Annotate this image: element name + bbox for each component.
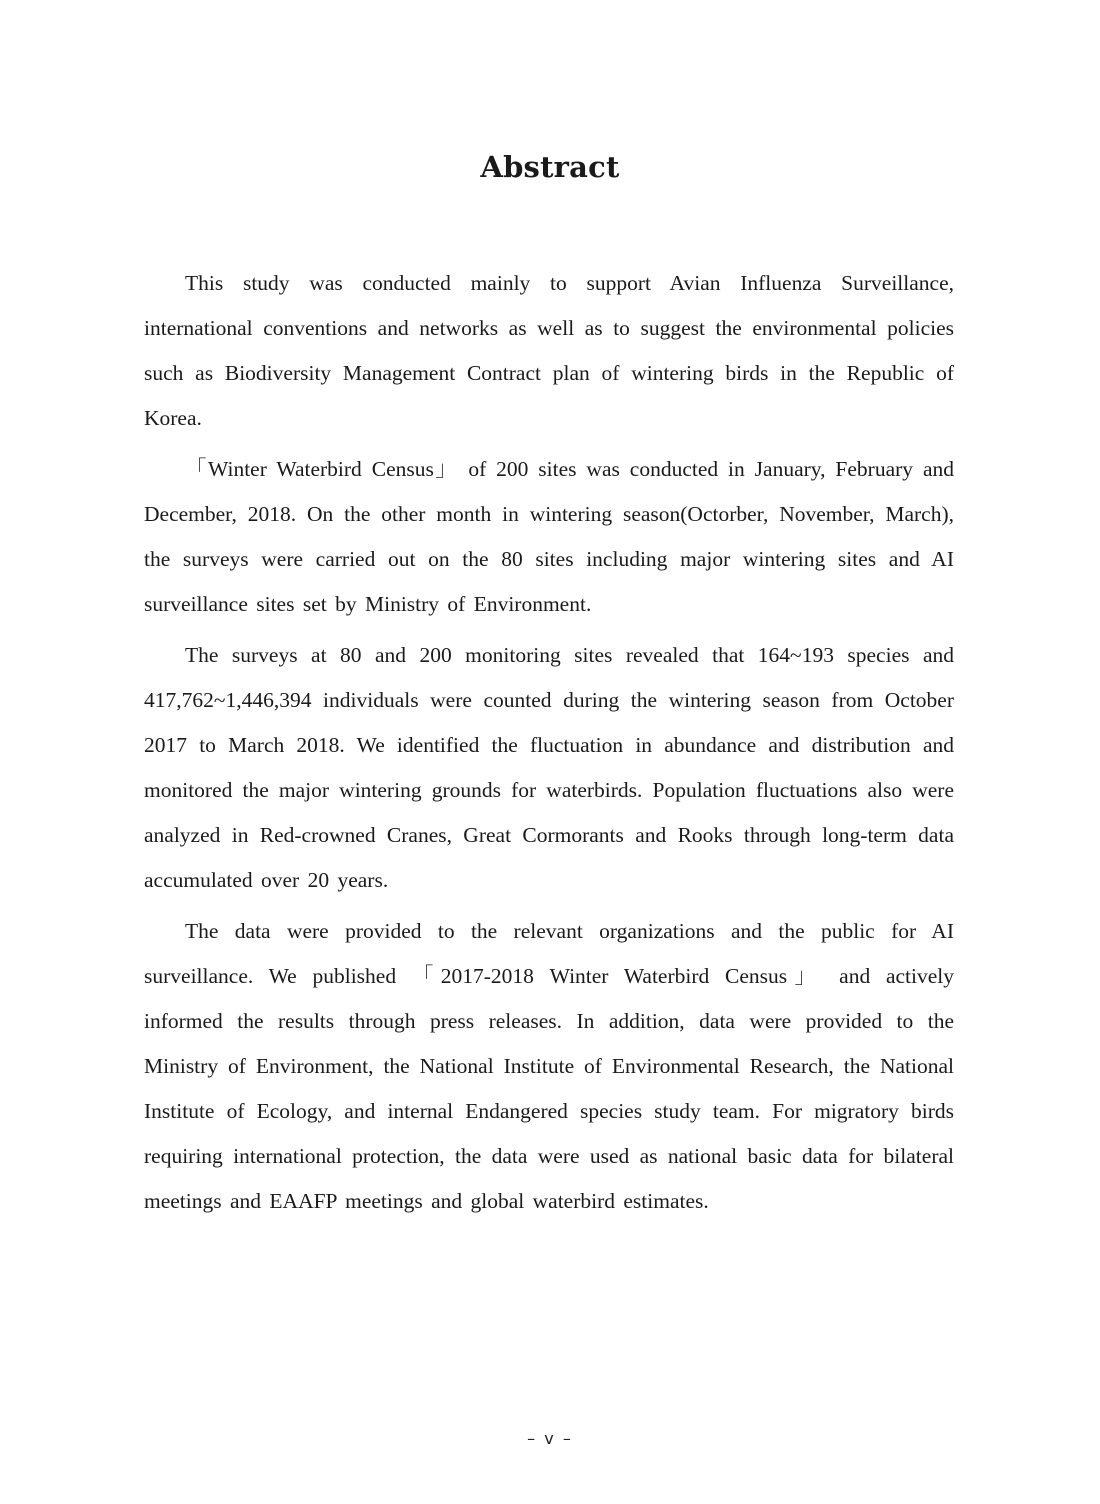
abstract-paragraph-3: The surveys at 80 and 200 monitoring sites revealed that 164~193 species and 417,762~1,446,394 individuals were counted during the wintering season from October 2017 to March 2018. We identified the fluctuation in abundance and distribution and monitored the major wintering grounds for waterbirds. Population fluctuations also were analyzed in Red-crowned Cranes, Great Cormorants and Rooks through long-term data accumulated over 20 years. [144, 643, 954, 892]
abstract-paragraph-2: 「Winter Waterbird Census」 of 200 sites was conducted in January, February and December, 2018. On the other month in wintering season(Octorber, November, March), the surveys were carried out on the 80 sites including major wintering sites and AI surveillance sites set by Ministry of Environment. [144, 457, 954, 616]
abstract-paragraph-1: This study was conducted mainly to support Avian Influenza Surveillance, international conventions and networks as well as to suggest the environmental policies such as Biodiversity Management Contract plan of wintering birds in the Republic of Korea. [144, 271, 954, 430]
page-title: Abstract [480, 150, 620, 184]
abstract-paragraph-4: The data were provided to the relevant organizations and the public for AI surveillance. We published 「2017-2018 Winter Waterbird Census」 and actively informed the results through press releases. In addition, data were provided to the Ministry of Environment, the National Institute of Environmental Research, the National Institute of Ecology, and internal Endangered species study team. For migratory birds requiring international protection, the data were used as national basic data for bilateral meetings and EAAFP meetings and global waterbird estimates. [144, 919, 954, 1213]
page-number: – v – [527, 1429, 573, 1448]
abstract-body [144, 261, 954, 1230]
